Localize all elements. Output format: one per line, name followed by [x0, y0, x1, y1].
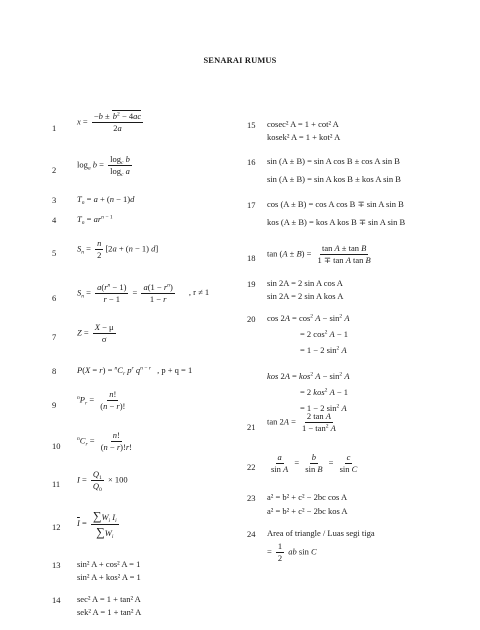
formula-tan-compound: tan (A ± B) = $\frac{\text{tan A ± tan B}}{\text{1 ∓ tan A tan B}}$: [267, 243, 371, 265]
formula-number: 8: [52, 366, 57, 376]
formula-permutation: $^nP_r$ = $\frac{n!}{(n - r)!}$: [77, 389, 126, 411]
formula-pythagorean-identity-malay: sin² A + kos² A = 1: [77, 572, 141, 582]
formula-number: 22: [247, 462, 256, 472]
formula-number: 13: [52, 560, 61, 570]
formula-number: 2: [52, 165, 57, 175]
formula-composite-index: $\overline{I}$ = $\frac{\sum W_i I_i}{\sum W_i}$: [77, 509, 117, 540]
formula-ap-sum: $S_n$ = $\frac{n}{2}$ [2a + (n − 1) d]: [77, 238, 159, 260]
formula-change-of-base: $\log_a b$ = $\frac{\log_c b}{\log_c a}$: [77, 154, 130, 178]
formula-cosine-rule-malay: a² = b² + c² − 2bc kos A: [267, 506, 348, 516]
formula-number: 16: [247, 157, 256, 167]
formula-sec-identity: sec² A = 1 + tan² A: [77, 594, 141, 604]
formula-number: 19: [247, 279, 256, 289]
formula-pythagorean-identity: sin² A + cos² A = 1: [77, 559, 141, 569]
formula-number: 11: [52, 479, 61, 489]
formula-tan-double: tan 2A = $\frac{\text{2 tan A}}{1 - \tan^2 A}$: [267, 411, 336, 433]
formula-gp-sum: $S_n$ = $\frac{a(r^n - 1)}{r - 1}$ = $\frac{a(1 - r^n)}{1 - r}$ , r ≠ 1: [77, 282, 210, 304]
formula-kos-double-line3: = 1 − 2 $\sin^2 A$: [300, 403, 347, 413]
formula-ap-term: $T_n = a + (n - 1)d$: [77, 194, 135, 206]
formula-cos-double: $\cos 2A = \cos^2 A - \sin^2 A$: [267, 313, 350, 323]
formula-number: 12: [52, 522, 61, 532]
triangle-area-label: Area of triangle / Luas segi tiga: [267, 528, 375, 538]
formula-number: 17: [247, 200, 256, 210]
formula-number: 10: [52, 441, 61, 451]
formula-number: 24: [247, 529, 256, 539]
formula-binomial: $P(X = r) = ^nC_r$ $p^r$ $q^{n - r}$ , p + q = 1: [77, 365, 193, 377]
formula-sin-compound-malay: sin (A ± B) = sin A kos B ± kos A sin B: [267, 174, 401, 184]
formula-number: 1: [52, 123, 57, 133]
formula-sin-double: sin 2A = 2 sin A cos A: [267, 278, 343, 288]
formula-cosine-rule: a² = b² + c² − 2bc cos A: [267, 492, 348, 502]
formula-cos-compound: cos (A ± B) = cos A cos B ∓ sin A sin B: [267, 199, 404, 209]
formula-index-number: I = $\frac{Q_1}{Q_0}$ × 100: [77, 469, 128, 493]
formula-number: 7: [52, 332, 57, 342]
condition-text: , p + q = 1: [157, 365, 193, 375]
formula-number: 21: [247, 422, 256, 432]
formula-cos-double-line2: = 2 $\cos^2 A - 1$: [300, 329, 349, 339]
formula-number: 6: [52, 293, 57, 303]
formula-number: 20: [247, 314, 256, 324]
page-title: SENARAI RUMUS: [203, 56, 277, 65]
formula-number: 4: [52, 215, 57, 225]
formula-kos-double: kos 2A = kos$^2$ $A - \sin^2 A$: [267, 371, 350, 381]
formula-sin-compound: sin (A ± B) = sin A cos B ± cos A sin B: [267, 156, 400, 166]
formula-triangle-area: = $\frac{1}{2}$ ab sin C: [267, 541, 317, 563]
formula-cosec-identity-malay: kosek² A = 1 + kot² A: [267, 132, 341, 142]
formula-number: 23: [247, 493, 256, 503]
formula-quadratic: x = $\frac{-b \pm b^2 - 4ac}{2a}$: [77, 111, 142, 133]
formula-cos-double-line3: = 1 − 2 $\sin^2 A$: [300, 345, 347, 355]
formula-cosec-identity: cosec² A = 1 + cot² A: [267, 119, 339, 129]
formula-number: 5: [52, 248, 57, 258]
formula-number: 15: [247, 120, 256, 130]
formula-z-score: Z = $\frac{X - \mu}{\sigma}$: [77, 322, 114, 344]
formula-combination: $^nC_r$ = $\frac{n!}{(n - r)!r!}$: [77, 430, 132, 452]
formula-number: 14: [52, 595, 61, 605]
formula-number: 9: [52, 400, 57, 410]
formula-cos-compound-malay: kos (A ± B) = kos A kos B ∓ sin A sin B: [267, 217, 406, 227]
condition-text: , r ≠ 1: [188, 287, 210, 298]
formula-number: 18: [247, 253, 256, 263]
formula-gp-term: $T_n = ar^{n - 1}$: [77, 214, 113, 226]
formula-sine-rule: $\frac{a}{\text{sin A}}$ = $\frac{b}{\text{sin B}}$ = $\frac{c}{\text{sin C}}$: [271, 452, 358, 474]
formula-number: 3: [52, 195, 57, 205]
formula-sec-identity-malay: sek² A = 1 + tan² A: [77, 607, 142, 617]
formula-kos-double-line2: = 2 kos$^2$ A − 1: [300, 387, 349, 397]
formula-sin-double-malay: sin 2A = 2 sin A kos A: [267, 291, 344, 301]
